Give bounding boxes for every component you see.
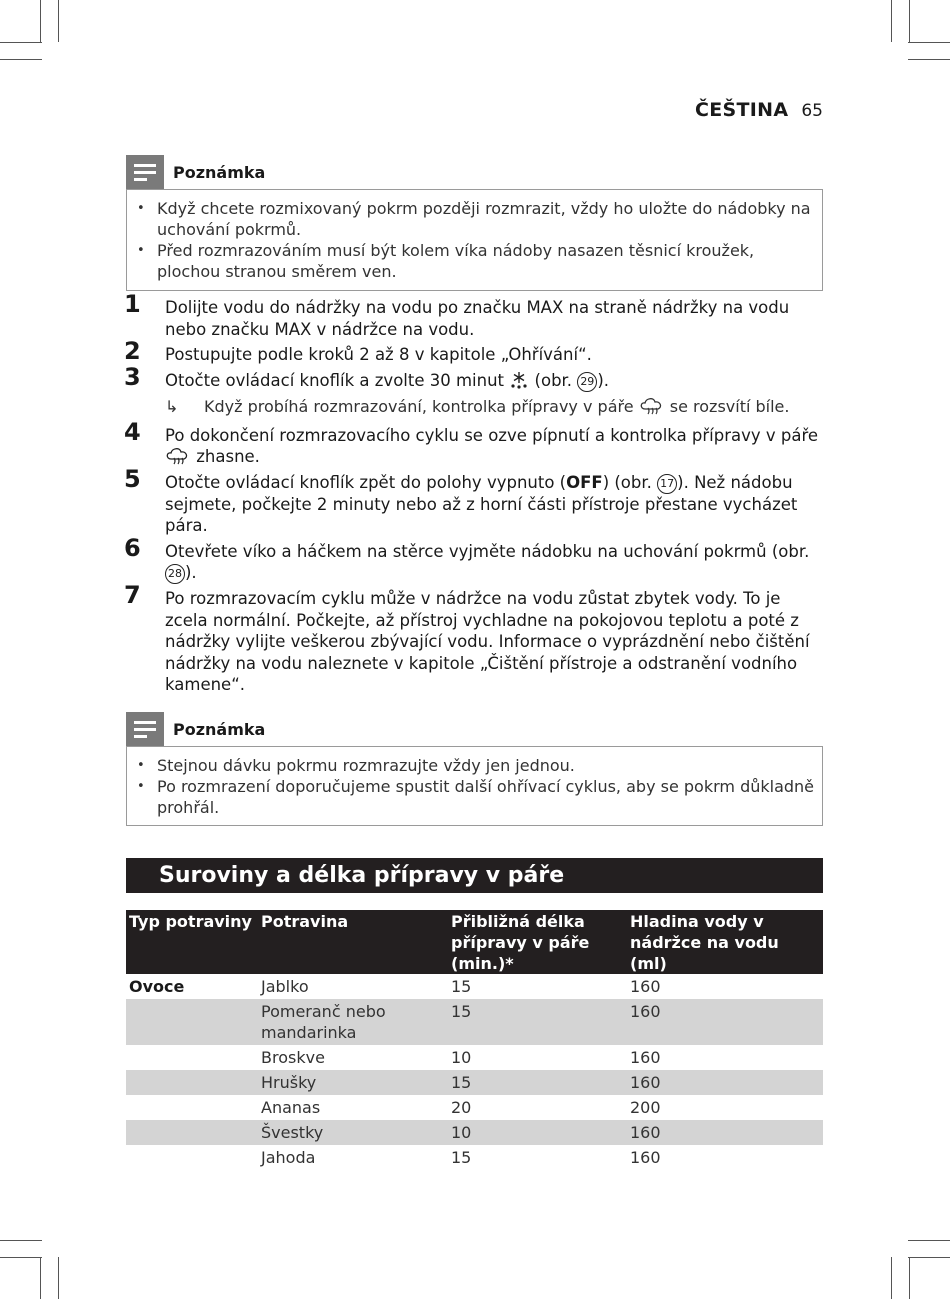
language-label: ČEŠTINA — [695, 99, 789, 121]
table-cell — [126, 999, 258, 1045]
table-row — [126, 974, 823, 999]
note-title: Poznámka — [173, 719, 266, 739]
step-number: 4 — [124, 417, 141, 446]
step-text: Otočte ovládací knoflík zpět do polohy vypnuto ( — [165, 472, 567, 492]
steaming-table — [126, 910, 823, 1170]
table-cell: Jablko — [261, 977, 309, 996]
note-icon — [126, 712, 164, 746]
step-item — [124, 417, 824, 468]
note-item: • Před rozmrazováním musí být kolem víka nádoby nasazen těsnicí kroužek, plochou stranou směrem ven. — [127, 240, 822, 282]
column-header: Přibližná délka přípravy v páře (min.)* — [448, 910, 627, 974]
result-text: Když probíhá rozmrazování, kontrolka přípravy v páře — [204, 396, 634, 416]
table-cell: 15 — [448, 1070, 627, 1095]
table-cell: 160 — [630, 977, 661, 996]
step-text: Otočte ovládací knoflík a zvolte 30 minut — [165, 370, 505, 390]
step-text: Otevřete víko a háčkem na stěrce vyjměte nádobku na uchování pokrmů (obr. — [165, 541, 810, 561]
table-cell: 160 — [627, 1070, 823, 1095]
note-item: • Stejnou dávku pokrmu rozmrazujte vždy jen jednou. — [127, 755, 822, 776]
table-cell: Jahoda — [261, 1148, 316, 1167]
crop-mark — [891, 1257, 892, 1299]
crop-mark — [908, 59, 950, 60]
crop-mark — [908, 42, 950, 43]
step-text: zhasne. — [196, 447, 260, 466]
note-item: • Po rozmrazení doporučujeme spustit další ohřívací cyklus, aby se pokrm důkladně prohřál. — [127, 776, 822, 818]
table-cell: 15 — [448, 999, 627, 1045]
note-title: Poznámka — [173, 162, 266, 182]
crop-mark — [0, 59, 42, 60]
crop-mark — [908, 1257, 950, 1258]
result-arrow-icon: ↳ — [165, 396, 179, 416]
step-item — [124, 290, 824, 340]
crop-mark — [908, 1240, 950, 1241]
table-cell — [126, 1095, 258, 1120]
step-text: Dolijte vodu do nádržky na vodu po značku MAX na straně nádržky na vodu nebo značku MAX v nádržce na vodu. — [165, 298, 790, 339]
crop-mark — [909, 0, 910, 42]
table-row — [126, 1045, 823, 1070]
table-cell — [126, 1145, 258, 1170]
step-text: Po rozmrazovacím cyklu může v nádržce na vodu zůstat zbytek vody. To je zcela normální. Počkejte, až přístroj vychladne na pokojovou teplotu a poté z nádržky vylijte veškerou zbývající vodu. Informace o vyprázdnění nebo čištění nádržky na vodu naleznete v kapitole „Čištění přístroje a odstranění vodního kamene“. — [165, 589, 810, 694]
note-heading — [126, 155, 265, 189]
note-list — [127, 755, 822, 818]
table-cell: 160 — [627, 1120, 823, 1145]
note-list — [127, 198, 822, 282]
table-cell: 10 — [448, 1120, 627, 1145]
step-text: (obr. — [534, 370, 573, 390]
table-row — [126, 1070, 823, 1095]
column-header: Potravina — [258, 910, 448, 974]
step-text: Postupujte podle kroků 2 až 8 v kapitole „Ohřívání“. — [165, 345, 592, 364]
step-text-bold: OFF — [566, 472, 603, 492]
step-item — [124, 464, 824, 537]
step-number: 5 — [124, 464, 141, 493]
step-number: 1 — [124, 290, 141, 318]
crop-mark — [891, 0, 892, 42]
crop-mark — [909, 1257, 910, 1299]
step-number: 6 — [124, 533, 141, 562]
crop-mark — [58, 0, 59, 42]
figure-ref: 17 — [657, 474, 677, 494]
crop-mark — [40, 1257, 41, 1299]
section-title: Suroviny a délka přípravy v páře — [126, 858, 823, 893]
defrost-icon — [509, 371, 529, 389]
table-cell — [126, 1045, 258, 1070]
note-box — [126, 189, 823, 291]
table-row — [126, 1095, 823, 1120]
table-cell: 160 — [630, 1048, 661, 1067]
note-heading — [126, 712, 265, 746]
table-cell: 200 — [630, 1098, 661, 1117]
table-cell: Hrušky — [258, 1070, 448, 1095]
step-text: ) (obr. — [602, 472, 652, 492]
step-item — [124, 533, 824, 585]
page-number: 65 — [801, 101, 823, 121]
step-number: 7 — [124, 581, 141, 609]
table-cell: Ananas — [261, 1098, 321, 1117]
step-item — [124, 362, 824, 392]
table-cell: Ovoce — [129, 977, 185, 996]
crop-mark — [40, 0, 41, 42]
note-icon — [126, 155, 164, 189]
table-cell: 10 — [451, 1048, 472, 1067]
step-item — [124, 581, 824, 696]
crop-mark — [58, 1257, 59, 1299]
step-text: ). Než nádobu sejmete, počkejte 2 minuty nebo až z horní části přístroje přestane vycházet pára. — [165, 472, 798, 535]
step-text: Po dokončení rozmrazovacího cyklu se ozve pípnutí a kontrolka přípravy v páře — [165, 425, 819, 445]
steps-list — [124, 290, 824, 700]
table-row — [126, 1120, 823, 1145]
step-item — [124, 337, 824, 366]
table-row — [126, 1145, 823, 1170]
step-text: ). — [185, 563, 197, 582]
crop-mark — [0, 1240, 42, 1241]
table-cell: Broskve — [261, 1048, 325, 1067]
table-cell — [126, 1120, 258, 1145]
step-result — [124, 396, 824, 417]
table-cell: 160 — [627, 999, 823, 1045]
steam-light-icon — [165, 447, 191, 465]
table-cell: 20 — [451, 1098, 472, 1117]
crop-mark — [0, 42, 42, 43]
step-number: 3 — [124, 362, 141, 391]
crop-mark — [0, 1257, 42, 1258]
note-item: • Když chcete rozmixovaný pokrm později rozmrazit, vždy ho uložte do nádobky na uchování pokrmů. — [127, 198, 822, 240]
table-cell: 15 — [451, 1148, 472, 1167]
table-cell: Pomeranč nebo mandarinka — [258, 999, 448, 1045]
figure-ref: 28 — [165, 564, 185, 584]
table-header-row — [126, 910, 823, 974]
note-box — [126, 746, 823, 826]
result-text: se rozsvítí bíle. — [669, 396, 790, 416]
table-cell — [126, 1070, 258, 1095]
column-header: Hladina vody v nádržce na vodu (ml) — [627, 910, 823, 974]
table-cell: 160 — [630, 1148, 661, 1167]
column-header: Typ potraviny — [126, 910, 258, 974]
steam-light-icon — [639, 397, 665, 415]
table-row — [126, 999, 823, 1045]
table-cell: Švestky — [258, 1120, 448, 1145]
step-text: ). — [597, 370, 609, 390]
figure-ref: 29 — [577, 372, 597, 392]
page-header — [695, 99, 823, 121]
step-number: 2 — [124, 337, 141, 365]
table-cell: 15 — [451, 977, 472, 996]
